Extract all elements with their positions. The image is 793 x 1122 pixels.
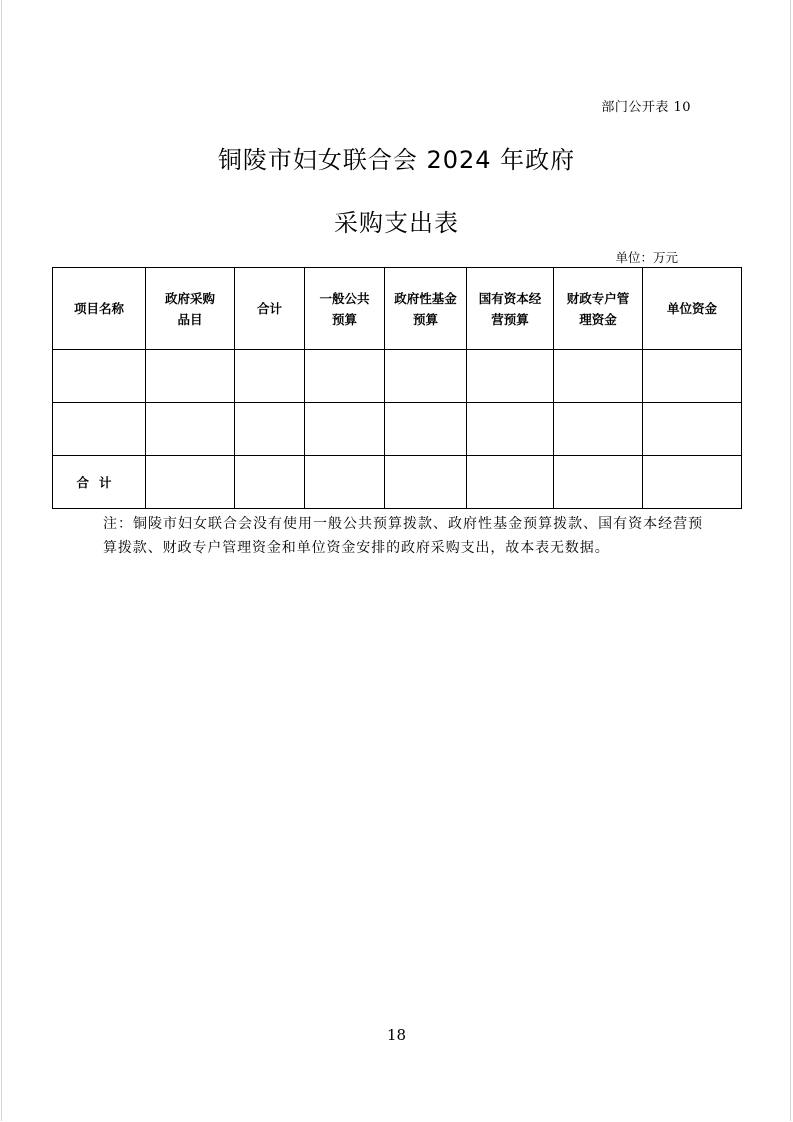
table-cell bbox=[467, 456, 554, 509]
page-title-line1: 铜陵市妇女联合会 2024 年政府 bbox=[217, 146, 576, 174]
table-cell bbox=[643, 403, 742, 456]
table-cell bbox=[467, 403, 554, 456]
table-cell bbox=[385, 456, 467, 509]
header-project-name: 项目名称 bbox=[53, 268, 146, 350]
table-cell bbox=[554, 403, 643, 456]
table-cell bbox=[305, 350, 385, 403]
table-header-row bbox=[53, 268, 742, 350]
table-cell bbox=[305, 456, 385, 509]
table-cell bbox=[146, 456, 235, 509]
table-cell bbox=[554, 350, 643, 403]
footnote: 注：铜陵市妇女联合会没有使用一般公共预算拨款、政府性基金预算拨款、国有资本经营预算拨款、财政专户管理资金和单位资金安排的政府采购支出，故本表无数据。 bbox=[103, 516, 703, 556]
table-cell bbox=[235, 456, 305, 509]
table-total-row bbox=[53, 456, 742, 509]
header-state-capital-budget: 国有资本经 营预算 bbox=[467, 268, 554, 350]
table-cell bbox=[146, 350, 235, 403]
procurement-table bbox=[52, 267, 742, 509]
table-cell bbox=[385, 403, 467, 456]
header-procurement-category: 政府采购 品目 bbox=[146, 268, 235, 350]
table-row bbox=[53, 403, 742, 456]
header-general-budget: 一般公共 预算 bbox=[305, 268, 385, 350]
total-label: 合计 bbox=[53, 456, 146, 509]
table-cell bbox=[53, 350, 146, 403]
table-cell bbox=[235, 403, 305, 456]
header-gov-fund-budget: 政府性基金 预算 bbox=[385, 268, 467, 350]
table-cell bbox=[146, 403, 235, 456]
unit-label: 单位：万元 bbox=[615, 250, 678, 265]
header-total: 合计 bbox=[235, 268, 305, 350]
table-cell bbox=[305, 403, 385, 456]
page-number: 18 bbox=[386, 1026, 407, 1044]
table-number-label: 部门公开表 10 bbox=[601, 100, 691, 115]
page-title-line2: 采购支出表 bbox=[334, 209, 459, 237]
table-cell bbox=[235, 350, 305, 403]
table-row bbox=[53, 350, 742, 403]
table-cell bbox=[643, 350, 742, 403]
table-cell bbox=[554, 456, 643, 509]
header-fiscal-account-funds: 财政专户管 理资金 bbox=[554, 268, 643, 350]
header-unit-funds: 单位资金 bbox=[643, 268, 742, 350]
table-cell bbox=[385, 350, 467, 403]
table-cell bbox=[643, 456, 742, 509]
table-cell bbox=[53, 403, 146, 456]
table-cell bbox=[467, 350, 554, 403]
